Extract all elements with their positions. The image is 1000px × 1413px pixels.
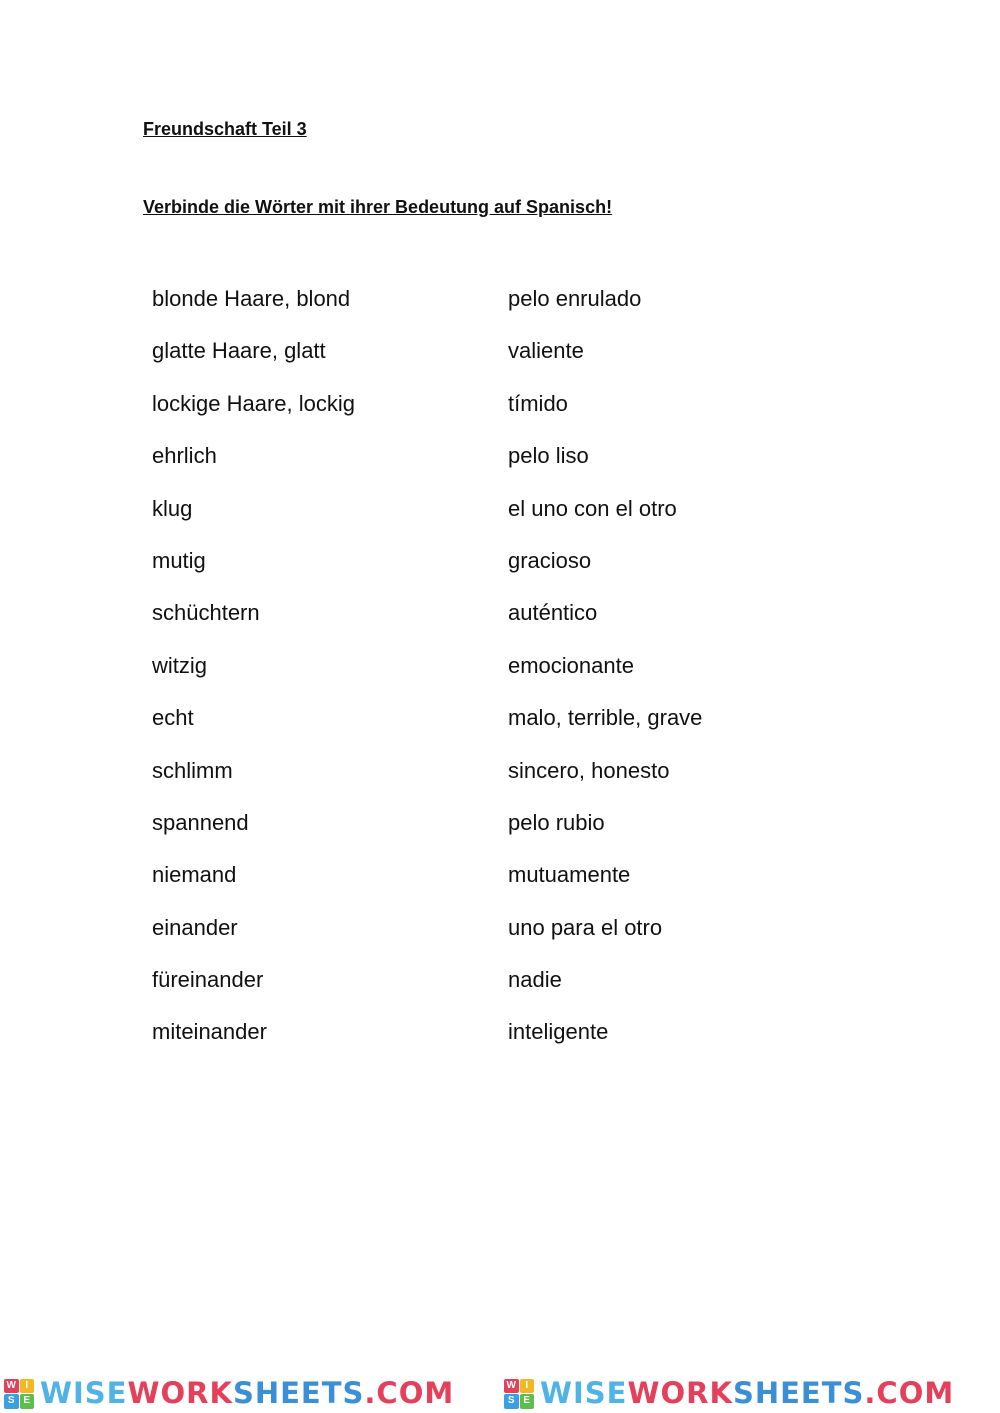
- wise-logo-icon: [504, 1379, 534, 1409]
- german-word: mutig: [152, 547, 206, 573]
- spanish-word: tímido: [508, 390, 568, 416]
- german-word: klug: [152, 495, 193, 521]
- instruction-text: Verbinde die Wörter mit ihrer Bedeutung auf Spanisch!: [143, 197, 613, 217]
- logo-letter: W: [504, 1379, 519, 1394]
- german-word: ehrlich: [152, 443, 217, 469]
- spanish-word: gracioso: [508, 547, 592, 573]
- brand-part: WISE: [540, 1376, 628, 1410]
- brand-watermark: [0, 1374, 500, 1413]
- brand-part: SHEETS: [732, 1376, 865, 1410]
- spanish-word: pelo enrulado: [508, 286, 642, 311]
- brand-wordmark: [540, 1376, 955, 1410]
- german-word: glatte Haare, glatt: [152, 338, 326, 364]
- spanish-word: mutuamente: [508, 862, 631, 888]
- brand-part: WORK: [127, 1376, 233, 1410]
- german-word: schüchtern: [152, 600, 260, 626]
- spanish-word-list: [508, 284, 948, 1070]
- german-word: lockige Haare, lockig: [152, 390, 355, 416]
- german-word: füreinander: [152, 967, 264, 993]
- spanish-word: auténtico: [508, 600, 598, 626]
- spanish-word: el uno con el otro: [508, 495, 677, 521]
- spanish-word: pelo rubio: [508, 809, 605, 835]
- spanish-word: valiente: [508, 338, 584, 364]
- logo-letter: I: [520, 1379, 535, 1394]
- german-word: blonde Haare, blond: [152, 286, 351, 311]
- brand-part: WORK: [627, 1376, 733, 1410]
- spanish-word: malo, terrible, grave: [508, 705, 703, 731]
- spanish-word: pelo liso: [508, 443, 589, 469]
- logo-letter: S: [4, 1394, 19, 1409]
- german-word: schlimm: [152, 757, 233, 783]
- worksheet-title: Freundschaft Teil 3: [143, 119, 307, 139]
- brand-part: WISE: [40, 1376, 128, 1410]
- logo-letter: I: [20, 1379, 35, 1394]
- german-word: niemand: [152, 862, 237, 888]
- logo-letter: E: [520, 1394, 535, 1409]
- german-word-list: [152, 284, 492, 1070]
- german-word: einander: [152, 914, 238, 940]
- german-word: echt: [152, 705, 194, 731]
- brand-part: SHEETS: [232, 1376, 365, 1410]
- brand-watermark: [500, 1374, 1000, 1413]
- german-word: witzig: [152, 652, 208, 678]
- spanish-word: nadie: [508, 967, 562, 993]
- logo-letter: E: [20, 1394, 35, 1409]
- spanish-word: emocionante: [508, 652, 634, 678]
- footer-watermark: [0, 1374, 1000, 1413]
- brand-part: .COM: [364, 1376, 455, 1410]
- spanish-word: uno para el otro: [508, 914, 663, 940]
- brand-part: .COM: [864, 1376, 955, 1410]
- brand-wordmark: [40, 1376, 455, 1410]
- spanish-word: inteligente: [508, 1019, 609, 1045]
- wise-logo-icon: [4, 1379, 34, 1409]
- german-word: miteinander: [152, 1019, 267, 1045]
- german-word: spannend: [152, 809, 249, 835]
- logo-letter: W: [4, 1379, 19, 1394]
- spanish-word: sincero, honesto: [508, 757, 670, 783]
- logo-letter: S: [504, 1394, 519, 1409]
